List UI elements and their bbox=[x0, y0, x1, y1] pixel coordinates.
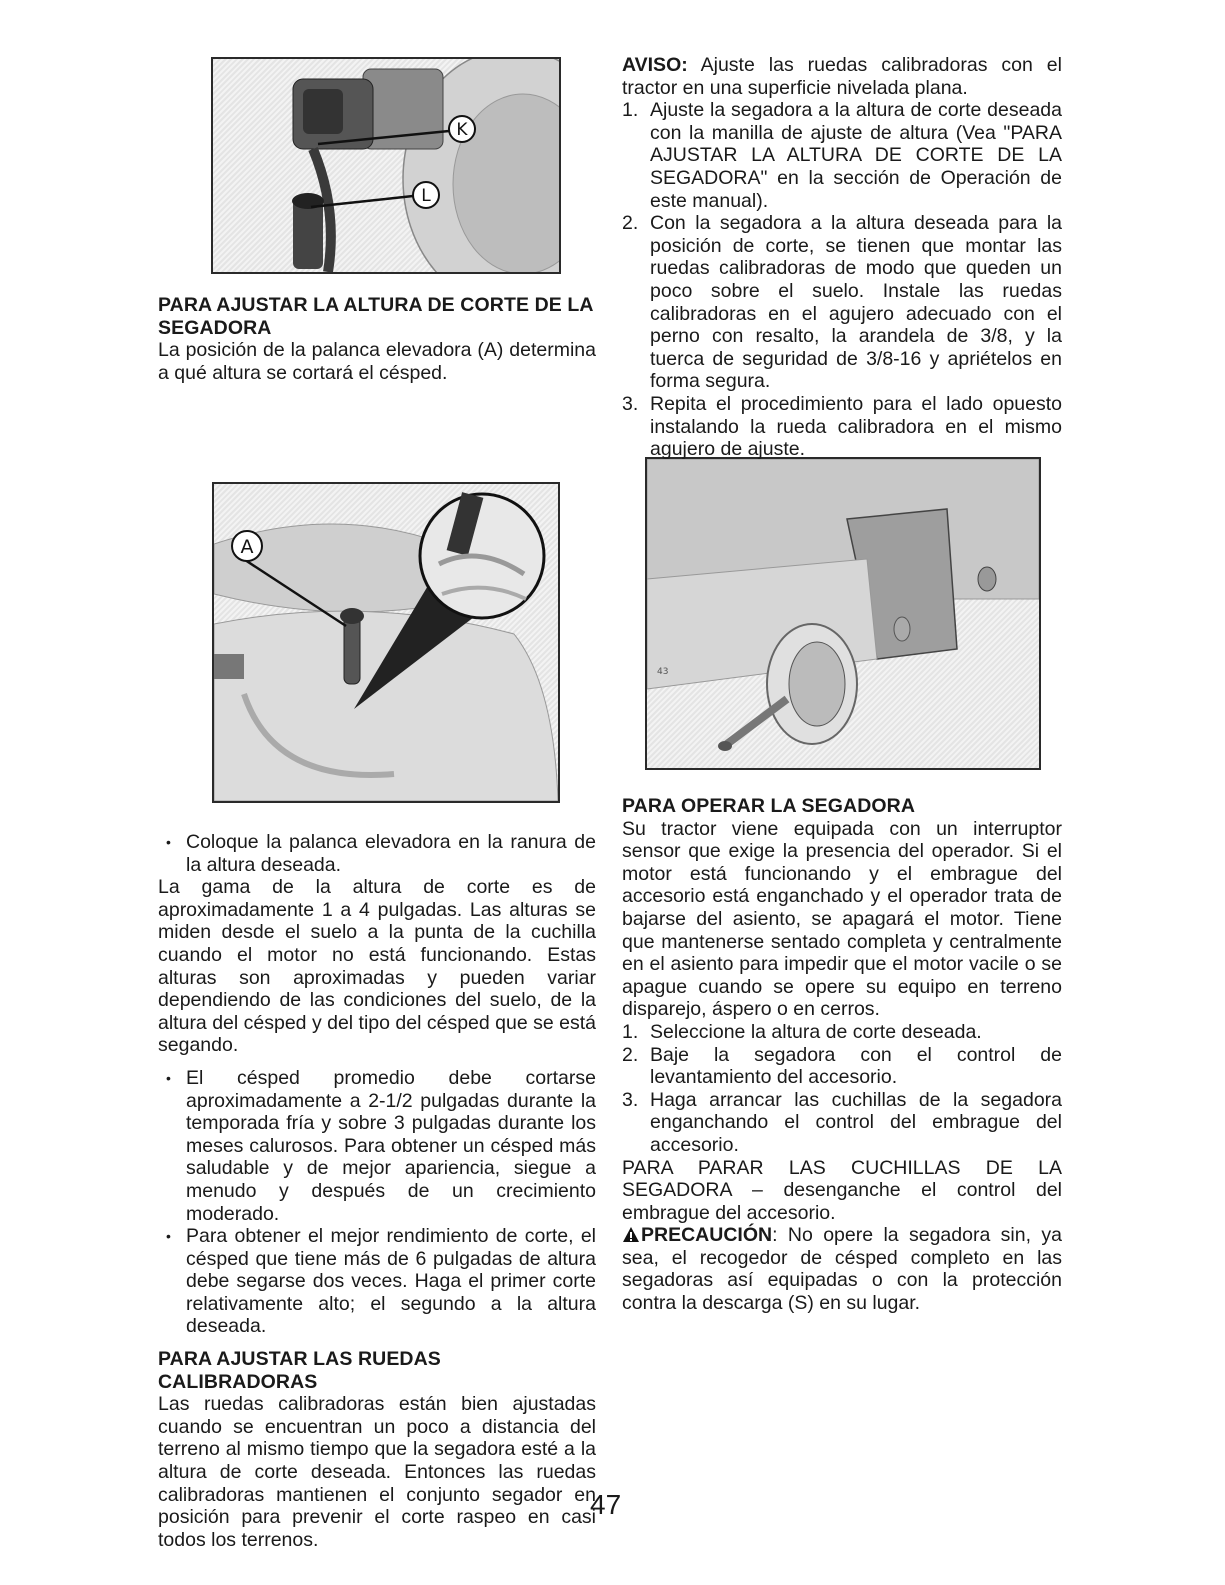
heading-gauge-wheels: PARA AJUSTAR LAS RUEDAS CALIBRADORAS bbox=[158, 1348, 441, 1393]
section-cut-height-details bbox=[158, 831, 596, 1551]
step-item: 1. Ajuste la segadora a la altura de corte deseada con la manilla de ajuste de altura (Vea "PARA AJUSTAR LA ALTURA DE CORTE DE LA SEGADORA" en la sección de Operación de este manual). bbox=[622, 99, 1062, 212]
figure-lift-lever bbox=[212, 482, 560, 803]
step-item: 2. Baje la segadora con el control de levantamiento del accesorio. bbox=[622, 1043, 1062, 1089]
section-gauge-wheel-steps bbox=[622, 54, 1062, 461]
figure-gauge-wheel bbox=[645, 457, 1041, 770]
page-number: 47 bbox=[590, 1489, 622, 1520]
lift-linkage-illustration bbox=[213, 59, 559, 272]
step-item: 1. Seleccione la altura de corte deseada. bbox=[622, 1020, 982, 1043]
heading-operate-mower: PARA OPERAR LA SEGADORA bbox=[622, 795, 916, 817]
bullet-list-1 bbox=[158, 831, 596, 876]
body-operate-mower: Su tractor viene equipada con un interruptor sensor que exige la presencia del operador. Si el motor está funcionando y el embrague del accesorio está enganchado y el operador trata de bajarse del asiento, se apagará el motor. Tiene que mantenerse sentado completa y centralmente en el asiento para impedir que el motor vacile o se apague cuando se opere su equipo en terreno disparejo, áspero o en cerros. bbox=[622, 817, 1062, 1021]
callout-k: K bbox=[456, 120, 468, 140]
step-item: 2. Con la segadora a la altura deseada para la posición de corte, se tienen que montar las ruedas calibradoras de modo que queden un poco sobre el suelo. Instale las ruedas calibradoras en el agujero adecuado con el perno con resalto, la arandela de 3/8, y la tuerca de seguridad de 3/8-16 y apriételos en forma segura. bbox=[622, 212, 1062, 393]
callout-a: A bbox=[240, 536, 254, 558]
figure-small-label: 43 bbox=[657, 667, 669, 677]
figure-lift-linkage bbox=[211, 57, 561, 274]
caution-label: PRECAUCIÓN bbox=[641, 1224, 773, 1247]
intro-cut-height: La posición de la palanca elevadora (A) determina a qué altura se cortará el césped. bbox=[158, 339, 596, 384]
step-item: 3. Repita el procedimiento para el lado opuesto instalando la rueda calibradora en el mismo agujero de ajuste. bbox=[622, 392, 1062, 461]
callout-l: L bbox=[421, 186, 431, 206]
caution-text: : No opere la segadora sin, ya sea, el recogedor de césped completo en las segadoras así equipadas o con la protección contra la descarga (S) en su lugar. bbox=[622, 1224, 1062, 1315]
bullet-average-lawn: • El césped promedio debe cortarse aproximadamente a 2-1/2 pulgadas durante la temporada fría y sobre 3 pulgadas durante los meses calurosos. Para obtener un césped más saludable y de mejor apariencia, siegue a menudo y después de un crecimiento moderado. bbox=[158, 1067, 596, 1225]
warning-triangle-icon bbox=[622, 1226, 640, 1243]
section-cut-height bbox=[158, 294, 596, 384]
caution bbox=[622, 1224, 1062, 1314]
body-gauge-wheels: Las ruedas calibradoras están bien ajustadas cuando se encuentran un poco a distancia del terreno al mismo tiempo que la segadora esté a la altura de corte deseada. Entonces las ruedas calibradoras mantienen el conjunto segador en posición para prevenir el corte raspeo en casi todos los terrenos. bbox=[158, 1393, 596, 1551]
operate-steps bbox=[622, 1021, 1062, 1157]
bullet-list-2 bbox=[158, 1067, 596, 1338]
paragraph-cut-range: La gama de la altura de corte es de aproximadamente 1 a 4 pulgadas. Las alturas se miden desde el suelo a la punta de la cuchilla cuando el motor no está funcionando. Estas alturas son aproximadas y pueden variar dependiendo de las condiciones del suelo, de la altura del césped y del tipo del césped que se está segando. bbox=[158, 876, 596, 1057]
notice-text: Ajuste las ruedas calibradoras con el tractor en una superficie nivelada plana. bbox=[622, 54, 1062, 99]
step-item: 3. Haga arrancar las cuchillas de la segadora enganchando el control del embrague del accesorio. bbox=[622, 1088, 1062, 1156]
gauge-wheel-steps bbox=[622, 99, 1062, 461]
notice bbox=[622, 54, 1062, 99]
section-operate-mower bbox=[622, 795, 1062, 1315]
notice-label: AVISO: bbox=[622, 54, 688, 76]
heading-cut-height: PARA AJUSTAR LA ALTURA DE CORTE DE LA SEGADORA bbox=[158, 294, 593, 339]
bullet-best-performance: • Para obtener el mejor rendimiento de corte, el césped que tiene más de 6 pulgadas de altura debe segarse dos veces. Haga el primer corte relativamente alto; el segundo a la altura deseada. bbox=[158, 1225, 596, 1338]
bullet-lever-slot: • Coloque la palanca elevadora en la ranura de la altura deseada. bbox=[158, 831, 596, 876]
stop-blades-text: PARA PARAR LAS CUCHILLAS DE LA SEGADORA – desenganche el control del embrague del accesorio. bbox=[622, 1156, 1062, 1224]
gauge-wheel-illustration bbox=[647, 459, 1039, 768]
lift-lever-illustration bbox=[214, 484, 558, 801]
